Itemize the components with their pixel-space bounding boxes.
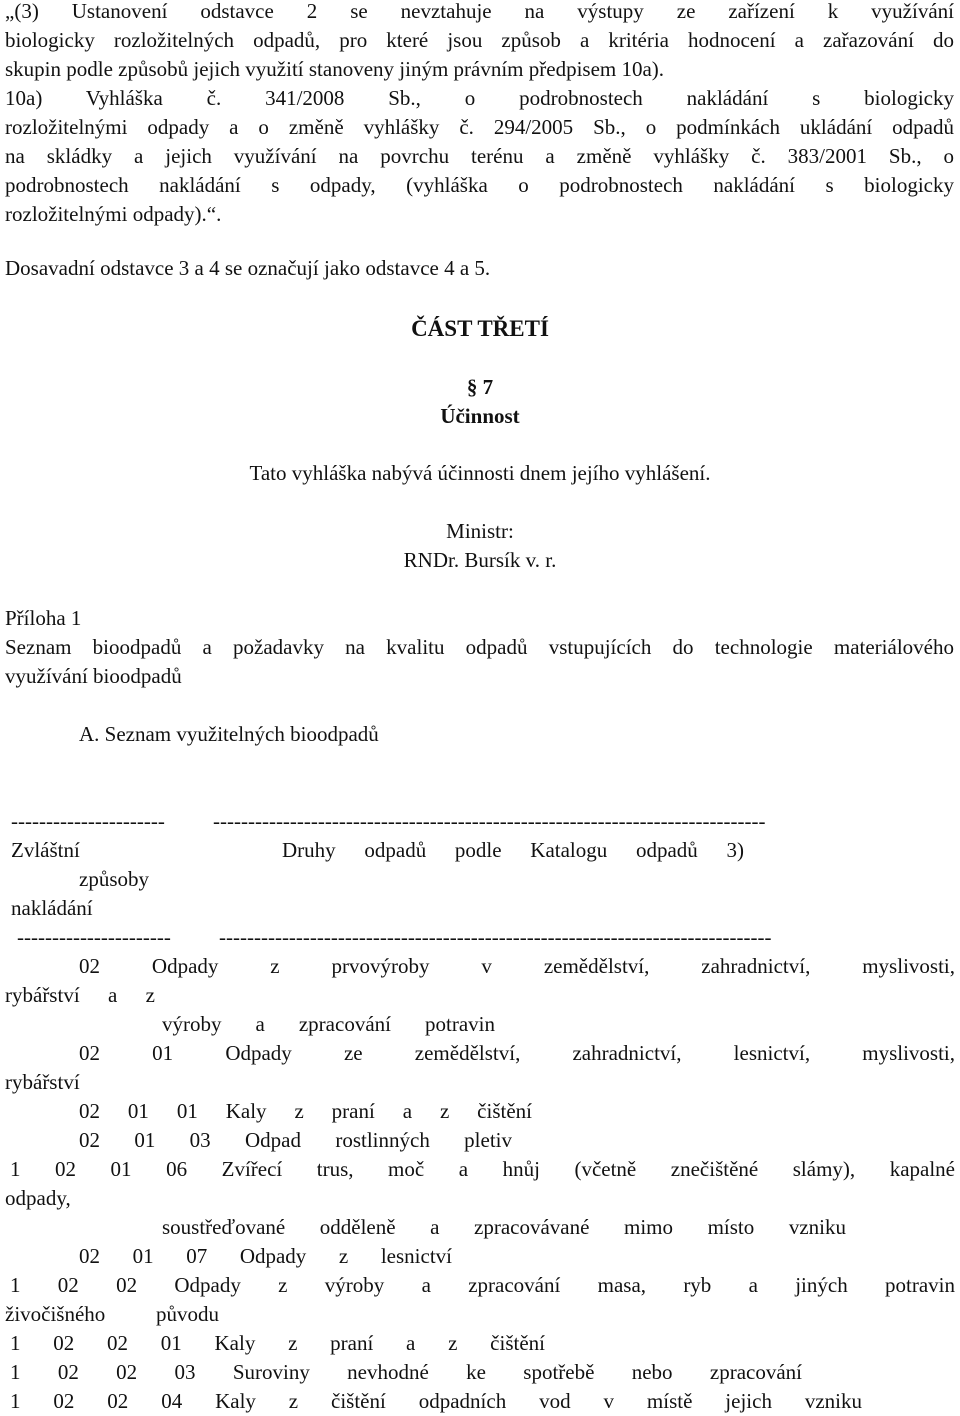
annex-label: Příloha 1	[5, 606, 82, 630]
table-row: 1 02 02 04 Kaly z čištění odpadních vod v místě jejich vzniku	[10, 1389, 862, 1413]
table-row: výroby a zpracování potravin	[162, 1012, 495, 1036]
part-heading: ČÁST TŘETÍ	[411, 316, 549, 341]
rule-left-top: ----------------------	[11, 809, 165, 833]
section-title: Účinnost	[440, 404, 520, 428]
annex-section-a: A. Seznam využitelných bioodpadů	[79, 722, 379, 746]
table-row: 1 02 02 03 Suroviny nevhodné ke spotřebě nebo zpracování	[10, 1360, 802, 1384]
table-row: rybářství a z	[5, 983, 155, 1007]
table-row: 1 02 02 01 Kaly z praní a z čištění	[10, 1331, 545, 1355]
effect-text: Tato vyhláška nabývá účinnosti dnem jejího vyhlášení.	[249, 461, 711, 485]
table-row: 02 01 07 Odpady z lesnictví	[79, 1244, 452, 1268]
intro-line-6: na skládky a jejich využívání na povrchu terénu a změně vyhlášky č. 383/2001 Sb., o	[5, 144, 954, 168]
table-row: 02 01 01 Kaly z praní a z čištění	[79, 1099, 532, 1123]
table-row: živočišného původu	[5, 1302, 219, 1326]
intro-line-4: 10a) Vyhláška č. 341/2008 Sb., o podrobnostech nakládání s biologicky	[5, 86, 954, 110]
intro-line-1: „(3) Ustanovení odstavce 2 se nevztahuje na výstupy ze zařízení k využívání	[5, 0, 954, 23]
intro-line-2: biologicky rozložitelných odpadů, pro které jsou způsob a kritéria hodnocení a zařazování do	[5, 28, 954, 52]
annex-title-line-2: využívání bioodpadů	[5, 664, 182, 688]
intro-line-3: skupin podle způsobů jejich využití stanoveny jiným právním předpisem 10a).	[5, 57, 665, 81]
table-row: soustřeďované odděleně a zpracovávané mimo místo vzniku	[162, 1215, 846, 1239]
intro-line-8: rozložitelnými odpady).“.	[5, 202, 222, 226]
table-row: 02 01 03 Odpad rostlinných pletiv	[79, 1128, 512, 1152]
table-row: 02 Odpady z prvovýroby v zemědělství, zahradnictví, myslivosti,	[79, 954, 955, 978]
section-number: § 7	[466, 375, 494, 399]
rule-right-bottom: -------------------------------------------------------------------------------	[219, 925, 772, 949]
header-col1-line-2: způsoby	[79, 867, 149, 891]
renumber-text: Dosavadní odstavce 3 a 4 se označují jako odstavce 4 a 5.	[5, 256, 491, 280]
rule-left-bottom: ----------------------	[17, 925, 171, 949]
header-col1-line-3: nakládání	[11, 896, 93, 920]
intro-line-7: podrobnostech nakládání s odpady, (vyhláška o podrobnostech nakládání s biologicky	[5, 173, 954, 197]
rule-right-top: -------------------------------------------------------------------------------	[213, 809, 766, 833]
signature-role: Ministr:	[446, 519, 514, 543]
table-row: 02 01 Odpady ze zemědělství, zahradnictví, lesnictví, myslivosti,	[79, 1041, 955, 1065]
intro-line-5: rozložitelnými odpady a o změně vyhlášky č. 294/2005 Sb., o podmínkách ukládání odpadů	[5, 115, 954, 139]
header-col1-line-1: Zvláštní	[11, 838, 80, 862]
table-row: 1 02 01 06 Zvířecí trus, moč a hnůj (včetně znečištěné slámy), kapalné	[10, 1157, 955, 1181]
table-row: rybářství	[5, 1070, 80, 1094]
annex-title-line-1: Seznam bioodpadů a požadavky na kvalitu odpadů vstupujících do technologie materiálového	[5, 635, 954, 659]
signature-name: RNDr. Bursík v. r.	[403, 548, 557, 572]
table-row: odpady,	[5, 1186, 71, 1210]
header-col2: Druhy odpadů podle Katalogu odpadů 3)	[282, 838, 744, 862]
table-row: 1 02 02 Odpady z výroby a zpracování masa, ryb a jiných potravin	[10, 1273, 955, 1297]
